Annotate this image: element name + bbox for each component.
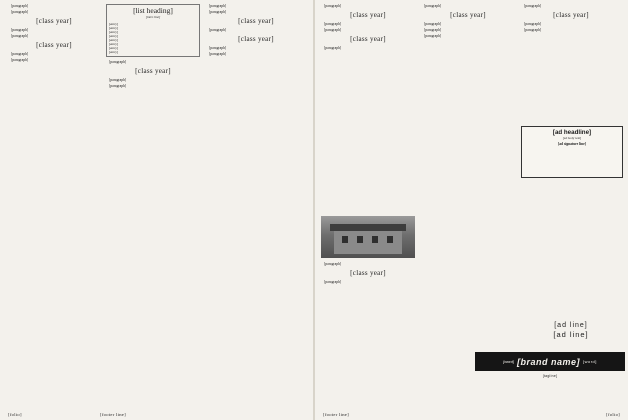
class-year-heading: [class year]: [238, 17, 274, 26]
printing-ad-line-2: [ad line]: [553, 330, 589, 339]
left-column-3: [206, 4, 306, 406]
right-column-1-upper: [321, 4, 415, 212]
obituary-paragraph: [paragraph]: [11, 57, 29, 62]
death-entry: [entry]: [109, 50, 118, 55]
obituary-paragraph: [paragraph]: [209, 46, 227, 51]
class-year-heading: [class year]: [553, 11, 589, 20]
obituary-paragraph: [paragraph]: [109, 78, 127, 83]
building-photo: [321, 216, 415, 258]
obituary-paragraph: [paragraph]: [524, 22, 542, 27]
obituary-paragraph: [paragraph]: [209, 4, 227, 8]
left-column-2: [106, 4, 200, 406]
obituary-paragraph: [paragraph]: [209, 9, 227, 14]
class-year-heading: [class year]: [350, 269, 386, 278]
gift-ad-body: [ad body text]: [562, 136, 582, 140]
right-column-2: [421, 4, 515, 406]
printing-ad-brand: [brand name]: [516, 356, 580, 367]
obituary-paragraph: [paragraph]: [209, 52, 227, 57]
right-running-footer: [footer line]: [323, 412, 349, 417]
obituary-paragraph: [paragraph]: [11, 33, 29, 38]
obituary-paragraph: [paragraph]: [324, 280, 342, 285]
right-page: [315, 0, 628, 420]
obituary-paragraph: [paragraph]: [424, 22, 442, 27]
left-folio: [folio]: [8, 412, 22, 417]
death-entry: [entry]: [109, 42, 118, 47]
obituary-paragraph: [paragraph]: [209, 28, 227, 33]
obituary-paragraph: [paragraph]: [109, 84, 127, 89]
class-year-heading: [class year]: [36, 17, 72, 26]
deaths-entries: [109, 22, 197, 54]
gift-ad-headline: [ad headline]: [552, 129, 592, 136]
deaths-list: [106, 4, 200, 57]
class-year-heading: [class year]: [350, 11, 386, 20]
death-entry: [entry]: [109, 37, 118, 42]
obituary-paragraph: [paragraph]: [524, 28, 542, 33]
class-year-heading: [class year]: [36, 41, 72, 50]
printing-ad-the: [word]: [503, 359, 514, 364]
death-entry: [entry]: [109, 21, 118, 26]
obituary-paragraph: [paragraph]: [324, 22, 342, 27]
obituary-paragraph: [paragraph]: [11, 4, 29, 8]
death-entry: [entry]: [109, 29, 118, 34]
obituary-paragraph: [paragraph]: [109, 60, 127, 65]
left-column-1: [8, 4, 100, 406]
obituary-paragraph: [paragraph]: [324, 4, 342, 8]
gift-ad-signature: [ad signature line]: [558, 141, 586, 146]
obituary-paragraph: [paragraph]: [324, 28, 342, 33]
left-column-2-text: [106, 60, 200, 88]
death-entry: [entry]: [109, 33, 118, 38]
obituary-paragraph: [paragraph]: [424, 4, 442, 8]
obituary-paragraph: [paragraph]: [324, 46, 342, 51]
printing-ad-line-1: [ad line]: [554, 322, 588, 329]
obituary-paragraph: [paragraph]: [11, 9, 29, 14]
deaths-heading: [list heading]: [133, 6, 173, 15]
class-year-heading: [class year]: [135, 67, 171, 76]
printing-ad-company: [word]: [583, 359, 597, 364]
left-page: [0, 0, 313, 420]
obituary-paragraph: [paragraph]: [11, 52, 29, 57]
obituary-paragraph: [paragraph]: [424, 33, 442, 38]
right-column-1-lower: [321, 262, 415, 406]
deaths-intro: [intro line]: [145, 15, 161, 19]
right-column-3: [521, 4, 621, 120]
class-year-heading: [class year]: [238, 35, 274, 44]
class-year-heading: [class year]: [450, 11, 486, 20]
death-entry: [entry]: [109, 46, 118, 51]
left-running-footer: [footer line]: [100, 412, 126, 417]
class-year-heading: [class year]: [350, 35, 386, 44]
right-folio: [folio]: [606, 412, 620, 417]
printing-ad-logo-bar: [475, 352, 625, 371]
gift-ad: [521, 126, 623, 178]
printing-ad-heading: [521, 322, 621, 339]
obituary-paragraph: [paragraph]: [11, 28, 29, 33]
obituary-paragraph: [paragraph]: [324, 262, 342, 266]
obituary-paragraph: [paragraph]: [424, 28, 442, 33]
printing-ad-tagline: [tagline]: [542, 374, 558, 378]
obituary-paragraph: [paragraph]: [524, 4, 542, 8]
death-entry: [entry]: [109, 25, 118, 30]
